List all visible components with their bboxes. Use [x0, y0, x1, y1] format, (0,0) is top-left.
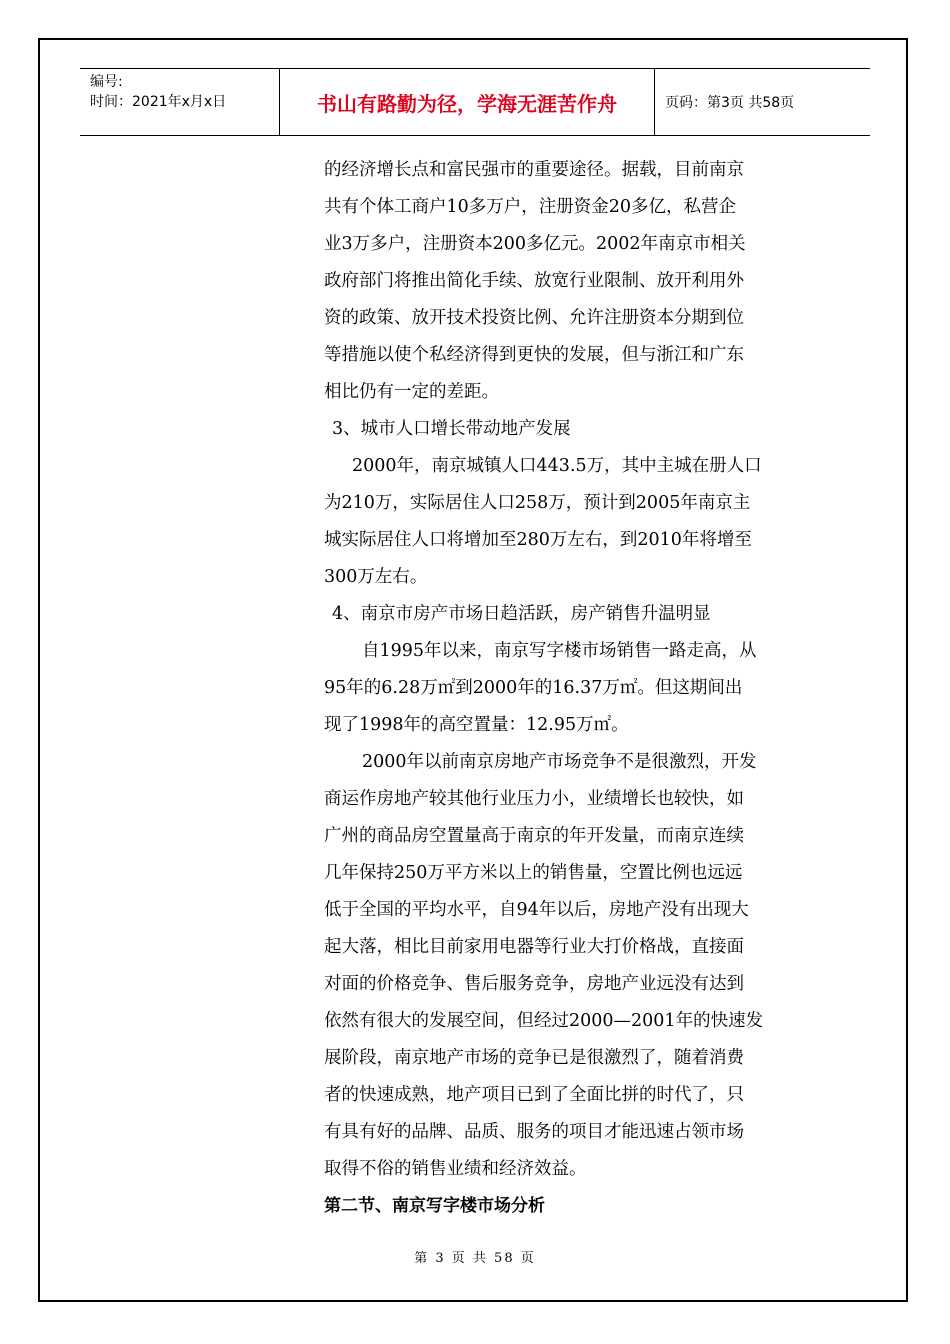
- body-text-line: 商运作房地产较其他行业压力小，业绩增长也较快，如: [324, 789, 744, 809]
- body-text-line: 2000年以前南京房地产市场竞争不是很激烈，开发: [362, 752, 757, 772]
- body-text-line: 依然有很大的发展空间，但经过2000—2001年的快速发: [324, 1011, 764, 1031]
- body-text-line: 自1995年以来，南京写字楼市场销售一路走高，从: [362, 641, 757, 661]
- header-motto: 书山有路勤为径，学海无涯苦作舟: [280, 69, 655, 135]
- body-text-line: 2000年，南京城镇人口443.5万，其中主城在册人口: [352, 456, 762, 476]
- document-header: [80, 68, 870, 136]
- body-text-line: 城实际居住人口将增加至280万左右，到2010年将增至: [324, 530, 752, 550]
- body-text-line: 对面的价格竞争、售后服务竞争，房地产业远没有达到: [324, 974, 744, 994]
- body-text-line: 相比仍有一定的差距。: [324, 382, 499, 402]
- section-heading: 第二节、南京写字楼市场分析: [324, 1196, 545, 1216]
- body-text-line: 几年保持250万平方米以上的销售量，空置比例也远远: [324, 863, 743, 883]
- body-text-line: 3、城市人口增长带动地产发展: [332, 419, 571, 439]
- body-text-line: 资的政策、放开技术投资比例、允许注册资本分期到位: [324, 308, 744, 328]
- body-text-line: 现了1998年的高空置量：12.95万㎡。: [324, 715, 629, 735]
- body-text-line: 者的快速成熟，地产项目已到了全面比拼的时代了，只: [324, 1085, 744, 1105]
- body-text-line: 等措施以使个私经济得到更快的发展，但与浙江和广东: [324, 345, 744, 365]
- document-number-label: 编号:: [90, 74, 123, 90]
- body-text-line: 起大落，相比目前家用电器等行业大打价格战，直接面: [324, 937, 744, 957]
- body-text-line: 为210万，实际居住人口258万，预计到2005年南京主: [324, 493, 751, 513]
- body-text-line: 低于全国的平均水平，自94年以后，房地产没有出现大: [324, 900, 749, 920]
- document-time-label: 时间：2021年x月x日: [90, 94, 227, 110]
- page-footer: 第 3 页 共 58 页: [414, 1251, 536, 1266]
- header-meta: [80, 69, 280, 135]
- header-page-info: 页码：第3页 共58页: [665, 95, 795, 111]
- body-text-line: 政府部门将推出简化手续、放宽行业限制、放开利用外: [324, 271, 744, 291]
- body-text-line: 95年的6.28万㎡到2000年的16.37万㎡。但这期间出: [324, 678, 743, 698]
- body-text-line: 300万左右。: [324, 567, 428, 587]
- body-text-line: 有具有好的品牌、品质、服务的项目才能迅速占领市场: [324, 1122, 744, 1142]
- document-body: [324, 152, 802, 1225]
- body-text-line: 展阶段，南京地产市场的竞争已是很激烈了，随着消费: [324, 1048, 744, 1068]
- body-text-line: 4、南京市房产市场日趋活跃，房产销售升温明显: [332, 604, 711, 624]
- body-text-line: 共有个体工商户10多万户，注册资金20多亿，私营企: [324, 197, 737, 217]
- body-text-line: 业3万多户，注册资本200多亿元。2002年南京市相关: [324, 234, 746, 254]
- body-text-line: 的经济增长点和富民强市的重要途径。据载，目前南京: [324, 160, 744, 180]
- body-text-line: 广州的商品房空置量高于南京的年开发量，而南京连续: [324, 826, 744, 846]
- body-text-line: 取得不俗的销售业绩和经济效益。: [324, 1159, 587, 1179]
